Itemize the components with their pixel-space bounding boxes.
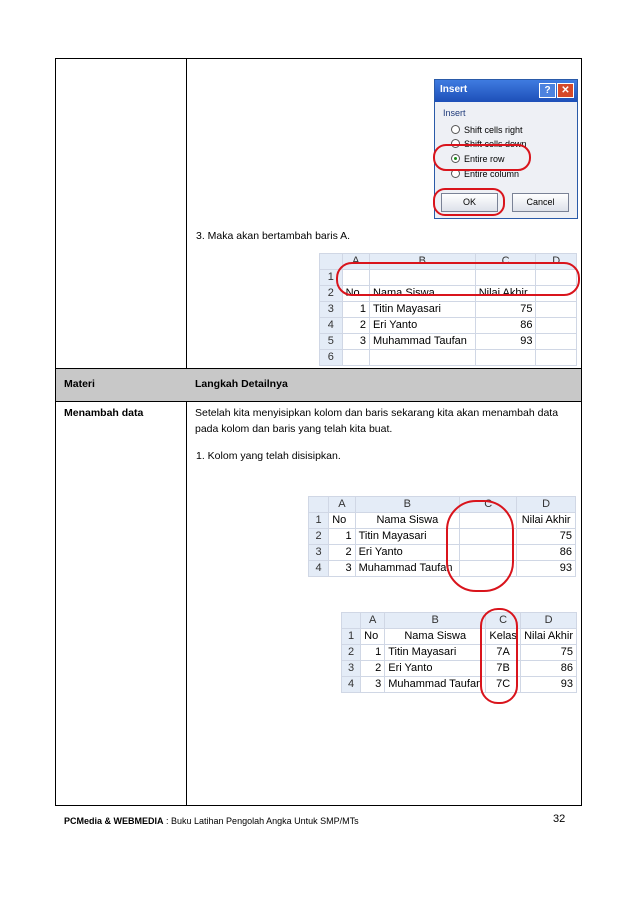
cell[interactable]: No: [361, 629, 385, 645]
highlight-empty-column: [446, 500, 514, 592]
paragraph-line-2: pada kolom dan baris yang telah kita buat.: [195, 423, 393, 435]
table-row: [342, 677, 577, 693]
cell[interactable]: [536, 350, 577, 366]
cell[interactable]: [536, 334, 577, 350]
cell[interactable]: 7C: [486, 677, 521, 693]
cell[interactable]: 75: [521, 645, 577, 661]
cell[interactable]: 75: [475, 302, 536, 318]
col-header[interactable]: D: [521, 613, 577, 629]
cell[interactable]: 7A: [486, 645, 521, 661]
table-row: [320, 350, 577, 366]
footer-brand: PCMedia & WEBMEDIA: [64, 816, 164, 826]
table-header-langkah: Langkah Detailnya: [195, 378, 288, 390]
cell[interactable]: Titin Mayasari: [369, 302, 475, 318]
ok-button[interactable]: OK: [441, 193, 498, 212]
row-header[interactable]: 5: [320, 334, 343, 350]
cell[interactable]: Kelas: [486, 629, 521, 645]
cell[interactable]: 86: [475, 318, 536, 334]
highlight-kelas-column: [480, 608, 518, 704]
table-header-materi: Materi: [64, 378, 95, 390]
row-header[interactable]: 2: [342, 645, 361, 661]
insert-group-label: Insert: [443, 108, 466, 118]
sheet-filled-column: [341, 612, 577, 693]
table-row: [320, 318, 577, 334]
table-row: [309, 561, 576, 577]
cell[interactable]: Nilai Akhir: [517, 513, 576, 529]
cell[interactable]: Nilai Akhir: [521, 629, 577, 645]
col-header[interactable]: B: [355, 497, 460, 513]
table-border-right: [581, 58, 582, 806]
step-3-text: 3. Maka akan bertambah baris A.: [196, 230, 351, 242]
cell[interactable]: Eri Yanto: [369, 318, 475, 334]
cell[interactable]: Nama Siswa: [355, 513, 460, 529]
cell[interactable]: [536, 302, 577, 318]
select-all-corner[interactable]: [342, 613, 361, 629]
cell[interactable]: Titin Mayasari: [385, 645, 486, 661]
row-header[interactable]: 2: [320, 286, 343, 302]
cell[interactable]: No: [329, 513, 355, 529]
row-header[interactable]: 1: [342, 629, 361, 645]
row-header[interactable]: 4: [320, 318, 343, 334]
cell[interactable]: Muhammad Taufan: [385, 677, 486, 693]
help-icon[interactable]: ?: [539, 83, 556, 98]
cell[interactable]: 93: [517, 561, 576, 577]
col-header[interactable]: C: [486, 613, 521, 629]
table-row: [342, 661, 577, 677]
highlight-ok: [433, 188, 505, 216]
sheet-header-row: [342, 613, 577, 629]
table-row: [309, 529, 576, 545]
col-header[interactable]: A: [329, 497, 355, 513]
row-header[interactable]: 1: [320, 270, 343, 286]
cell[interactable]: 1: [342, 302, 369, 318]
cell[interactable]: Nama Siswa: [385, 629, 486, 645]
table-row: [342, 645, 577, 661]
row-header[interactable]: 6: [320, 350, 343, 366]
cell[interactable]: Muhammad Taufan: [355, 561, 460, 577]
table-row: [309, 513, 576, 529]
cancel-button[interactable]: Cancel: [512, 193, 569, 212]
table-row: [309, 545, 576, 561]
paragraph-line-1: Setelah kita menyisipkan kolom dan baris sekarang kita akan menambah data: [195, 407, 559, 419]
select-all-corner[interactable]: [309, 497, 329, 513]
cell[interactable]: Nama Siswa: [369, 286, 475, 302]
row-header[interactable]: 2: [309, 529, 329, 545]
dialog-titlebar: [435, 80, 577, 102]
sheet-inserted-column: [308, 496, 576, 577]
table-border-mid: [186, 58, 187, 806]
row-header[interactable]: 4: [342, 677, 361, 693]
highlight-new-row: [336, 262, 580, 296]
radio-icon: [451, 125, 460, 134]
cell[interactable]: Titin Mayasari: [355, 529, 460, 545]
cell[interactable]: 2: [342, 318, 369, 334]
table-row: [342, 629, 577, 645]
cell[interactable]: Eri Yanto: [385, 661, 486, 677]
insert-dialog: Insert ? ✕ Insert Shift cells right Shift cells down Entire row Entire column OK Cancel: [434, 79, 578, 219]
cell[interactable]: Muhammad Taufan: [369, 334, 475, 350]
cell[interactable]: 3: [361, 677, 385, 693]
page-number: 32: [553, 813, 566, 825]
close-icon[interactable]: ✕: [557, 83, 574, 98]
cell[interactable]: [536, 318, 577, 334]
cell[interactable]: [342, 350, 369, 366]
col-header[interactable]: C: [475, 254, 536, 270]
row-label-menambah-data: Menambah data: [64, 407, 144, 419]
cell[interactable]: [369, 350, 475, 366]
cell[interactable]: 1: [329, 529, 355, 545]
cell[interactable]: 3: [329, 561, 355, 577]
cell[interactable]: 93: [521, 677, 577, 693]
cell[interactable]: No: [342, 286, 369, 302]
footer-title: : Buku Latihan Pengolah Angka Untuk SMP/MTs: [163, 816, 359, 826]
cell[interactable]: 7B: [486, 661, 521, 677]
cell[interactable]: 2: [329, 545, 355, 561]
table-border-left: [55, 58, 56, 806]
cell[interactable]: 93: [475, 334, 536, 350]
cell[interactable]: 3: [342, 334, 369, 350]
row-header[interactable]: 3: [342, 661, 361, 677]
row-header[interactable]: 3: [309, 545, 329, 561]
col-header[interactable]: A: [361, 613, 385, 629]
col-header[interactable]: A: [342, 254, 369, 270]
cell[interactable]: 86: [521, 661, 577, 677]
table-row: [320, 302, 577, 318]
cell[interactable]: Eri Yanto: [355, 545, 460, 561]
cell[interactable]: 75: [517, 529, 576, 545]
col-header[interactable]: B: [369, 254, 475, 270]
sheet-header-row: [309, 497, 576, 513]
col-header[interactable]: B: [385, 613, 486, 629]
table-border-bottom: [55, 805, 582, 806]
step-1-text: 1. Kolom yang telah disisipkan.: [196, 450, 341, 462]
col-header[interactable]: D: [517, 497, 576, 513]
table-header-row: [56, 368, 581, 402]
cell[interactable]: 1: [361, 645, 385, 661]
row-header[interactable]: 4: [309, 561, 329, 577]
dialog-title: Insert: [440, 84, 468, 95]
cell[interactable]: 2: [361, 661, 385, 677]
cell[interactable]: [475, 350, 536, 366]
highlight-entire-row: [433, 144, 531, 171]
cell[interactable]: Nilai Akhir: [475, 286, 536, 302]
footer-text: [64, 814, 359, 828]
col-header[interactable]: C: [460, 497, 517, 513]
table-row: [320, 334, 577, 350]
table-border-top: [55, 58, 582, 59]
row-header[interactable]: 3: [320, 302, 343, 318]
cell[interactable]: 86: [517, 545, 576, 561]
col-header[interactable]: D: [536, 254, 577, 270]
row-header[interactable]: 1: [309, 513, 329, 529]
